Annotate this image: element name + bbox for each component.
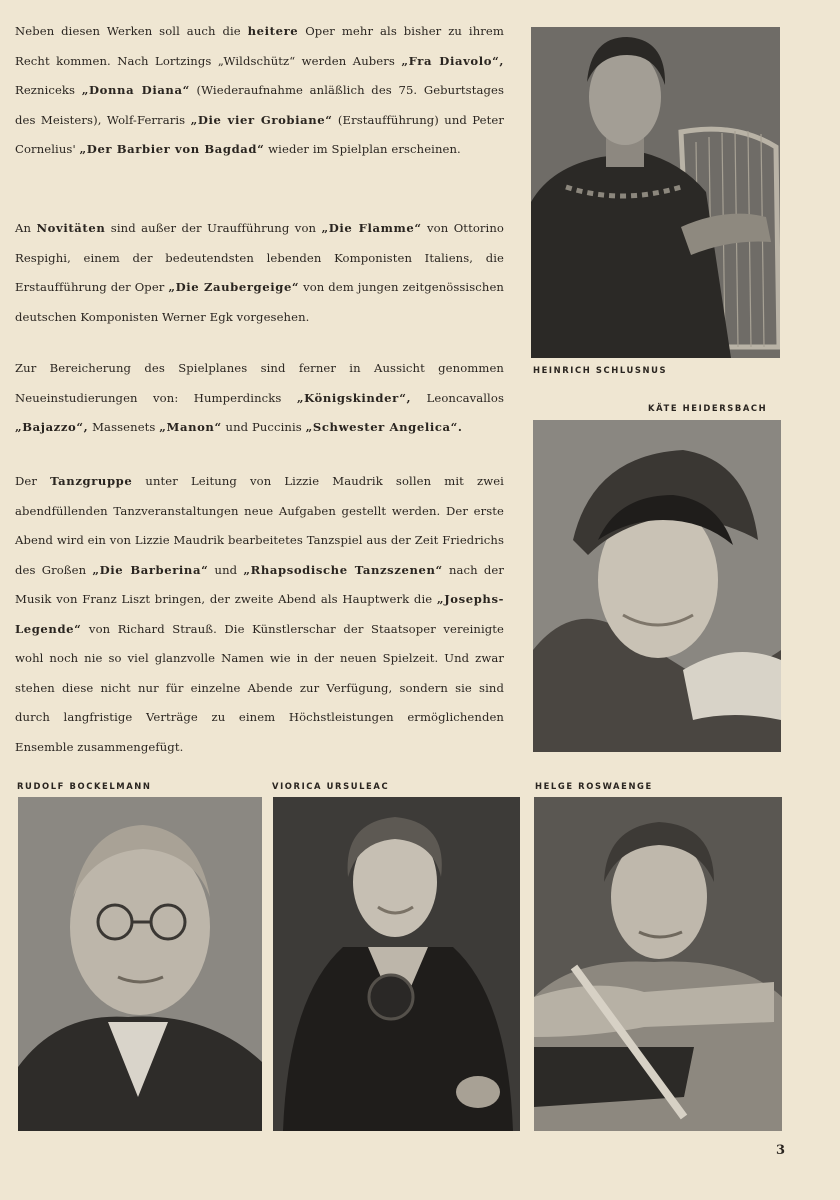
photo-rudolf-bockelmann	[18, 797, 262, 1131]
photo-viorica-ursuleac	[273, 797, 520, 1131]
caption-viorica-ursuleac: VIORICA URSULEAC	[272, 781, 390, 791]
caption-heinrich-schlusnus: HEINRICH SCHLUSNUS	[533, 365, 668, 375]
paragraph-neueinstudierungen: Zur Bereicherung des Spielplanes sind ferner in Aussicht genommen Neueinstudierungen von: Humperdincks „Königskinder“, Leoncavallos „Bajazzo“, Massenets „Manon“ und Puccinis „Schwester Angelica“.	[15, 361, 504, 434]
caption-rudolf-bockelmann: RUDOLF BOCKELMANN	[17, 781, 152, 791]
photo-helge-roswaenge	[534, 797, 782, 1131]
paragraph-tanzgruppe: Der Tanzgruppe unter Leitung von Lizzie Maudrik sollen mit zwei abendfüllenden Tanzveranstaltungen neue Aufgaben gestellt werden. Der erste Abend wird ein von Lizzie Maudrik bearbeitetes Tanzspiel aus der Zeit Friedrichs des Großen „Die Barberina“ und „Rhapsodische Tanzszenen“ nach der Musik von Franz Liszt bringen, der zweite Abend als Hauptwerk die „Josephs-Legende“ von Richard Strauß. Die Künstlerschar der Staatsoper vereinigte wohl noch nie so viel glanzvolle Namen wie in der neuen Spielzeit. Und zwar stehen diese nicht nur für einzelne Abende zur Verfügung, sondern sie sind durch langfristige Verträge zu einem Höchstleistungen ermöglichenden Ensemble zusammengefügt.	[15, 474, 505, 754]
paragraph-novitaeten: An Novitäten sind außer der Uraufführung von „Die Flamme“ von Ottorino Respighi, einem der bedeutendsten lebenden Komponisten Italiens, die Erstaufführung der Oper „Die Zaubergeige“ von dem jungen zeitgenössischen deutschen Komponisten Werner Egk vorgesehen.	[15, 221, 505, 324]
page-number: 3	[775, 1143, 785, 1158]
photo-heinrich-schlusnus	[531, 27, 780, 358]
photo-kaete-heidersbach	[533, 420, 781, 752]
paragraph-heitere-oper: Neben diesen Werken soll auch die heitere Oper mehr als bisher zu ihrem Recht kommen. Nach Lortzings „Wildschütz“ werden Aubers „Fra Diavolo“, Rezniceks „Donna Diana“ (Wiederaufnahme anläßlich des 75. Geburtstages des Meisters), Wolf-Ferraris „Die vier Grobiane“ (Erstaufführung) und Peter Cornelius' „Der Barbier von Bagdad“ wieder im Spielplan erscheinen.	[15, 24, 505, 156]
caption-helge-roswaenge: HELGE ROSWAENGE	[535, 781, 653, 791]
caption-kaete-heidersbach: KÄTE HEIDERSBACH	[648, 403, 768, 413]
